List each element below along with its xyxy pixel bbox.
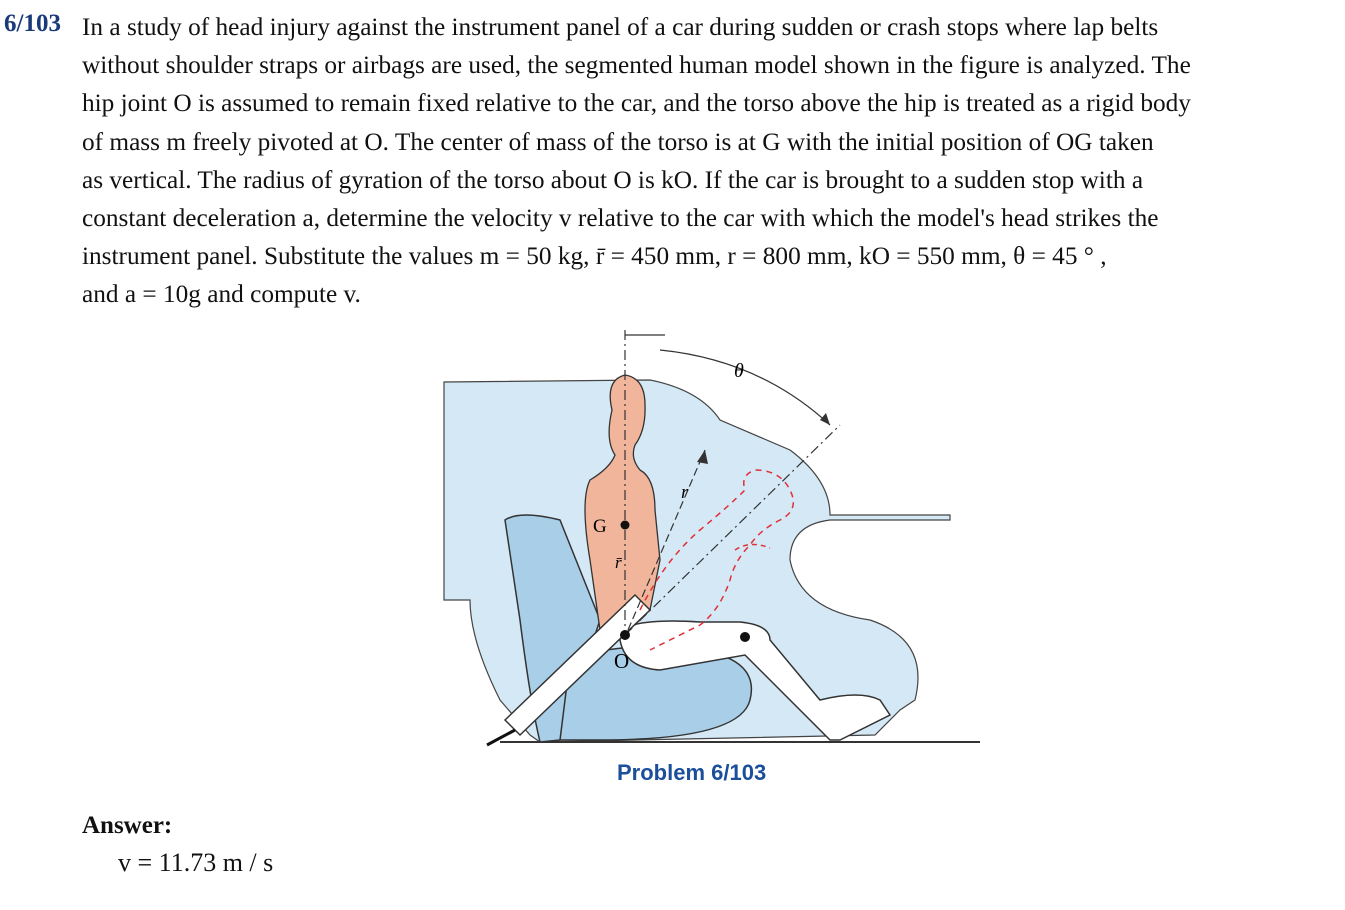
center-of-mass-dot: [621, 521, 630, 530]
rbar-label: r̄: [615, 553, 622, 572]
problem-line-1: In a study of head injury against the instrument panel of a car during sudden or crash stops where lap belts: [82, 13, 1159, 41]
g-label: G: [593, 516, 607, 537]
knee-joint-dot: [740, 632, 750, 642]
o-label: O: [614, 649, 630, 673]
problem-number: 6/103: [4, 10, 61, 37]
problem-line-8: and a = 10g and compute v.: [82, 280, 361, 309]
problem-line-3: hip joint O is assumed to remain fixed relative to the car, and the torso above the hip is treated as a rigid body: [82, 89, 1191, 118]
pivot-o-dot: [620, 630, 630, 640]
problem-line-7: instrument panel. Substitute the values m = 50 kg, r̄ = 450 mm, r = 800 mm, kO = 550 mm, θ = 45 ° ,: [82, 242, 1107, 271]
theta-label: θ: [734, 360, 744, 382]
theta-arrowhead: [820, 413, 830, 425]
car-torso-figure: [430, 318, 990, 758]
problem-line-4: of mass m freely pivoted at O. The center of mass of the torso is at G with the initial position of OG taken: [82, 127, 1154, 156]
r-label: r: [681, 482, 689, 503]
problem-line-2: without shoulder straps or airbags are used, the segmented human model shown in the figure is analyzed. The: [82, 51, 1191, 80]
answer-label: Answer:: [82, 812, 173, 839]
problem-line-6: constant deceleration a, determine the velocity v relative to the car with which the model's head strikes the: [82, 204, 1159, 233]
problem-line-5: as vertical. The radius of gyration of the torso about O is kO. If the car is brought to a sudden stop with a: [82, 165, 1144, 194]
figure-caption: Problem 6/103: [617, 760, 767, 785]
answer-value: v = 11.73 m / s: [118, 848, 274, 877]
problem-statement: [82, 8, 1340, 314]
